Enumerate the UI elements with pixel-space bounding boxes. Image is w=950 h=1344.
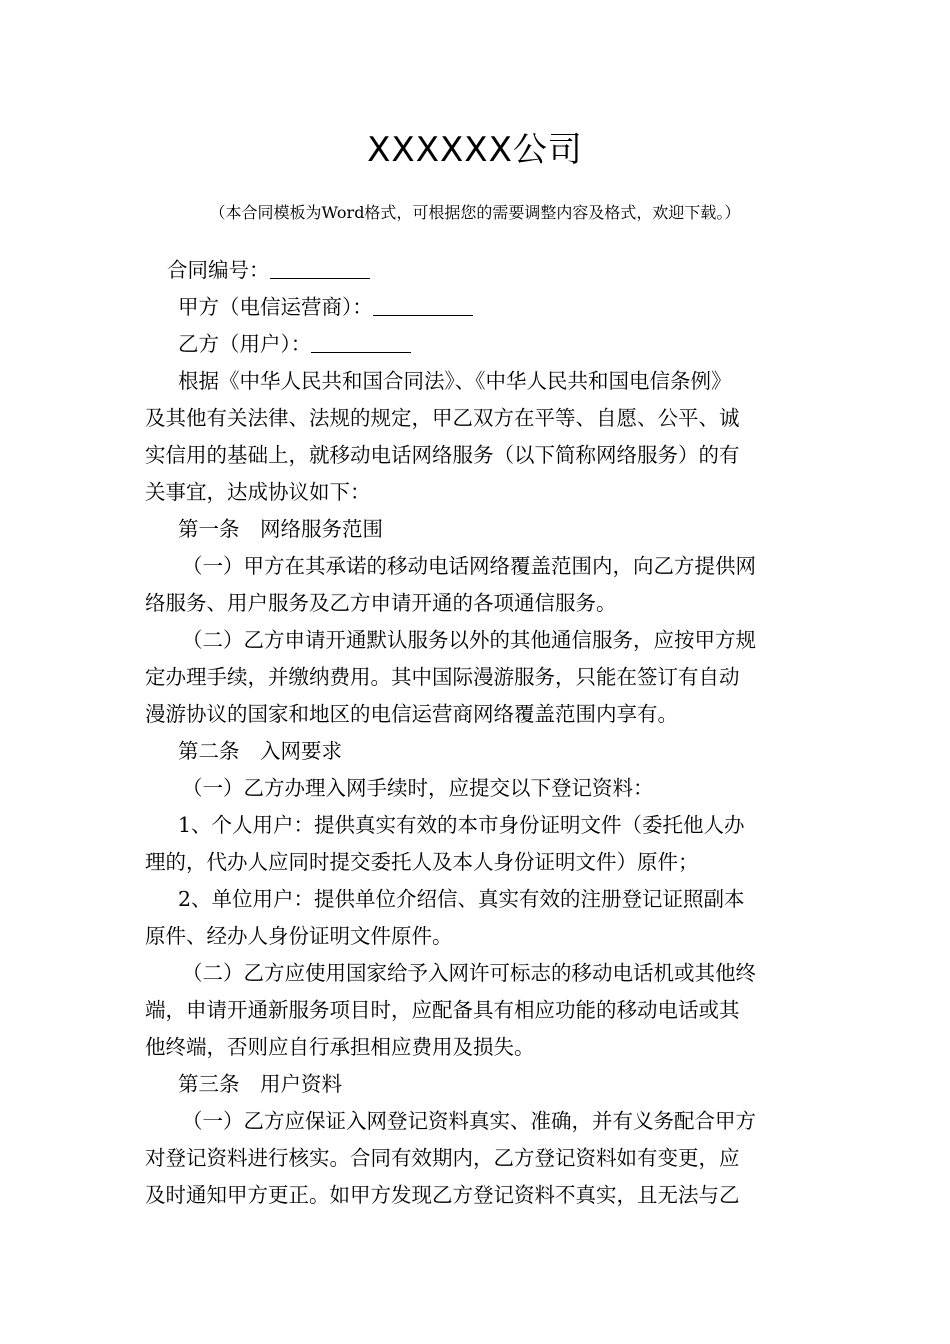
contract-number-field <box>145 252 805 289</box>
field-label: 合同编号： <box>167 258 270 282</box>
paragraph-line: 关事宜，达成协议如下： <box>145 480 371 504</box>
paragraph-line: 端，申请开通新服务项目时，应配备具有相应功能的移动电话或其 <box>145 998 740 1022</box>
paragraph-line: 理的，代办人应同时提交委托人及本人身份证明文件）原件； <box>145 850 699 874</box>
article-heading: 第三条 用户资料 <box>178 1072 342 1096</box>
paragraph-line: 漫游协议的国家和地区的电信运营商网络覆盖范围内享有。 <box>145 702 678 726</box>
paragraph-line: 定办理手续，并缴纳费用。其中国际漫游服务，只能在签订有自动 <box>145 665 740 689</box>
paragraph-line: 及其他有关法律、法规的规定，甲乙双方在平等、自愿、公平、诚 <box>145 406 740 430</box>
contract-number-blank <box>270 254 370 279</box>
paragraph-line: 他终端，否则应自行承担相应费用及损失。 <box>145 1035 535 1059</box>
paragraph-line: （二）乙方应使用国家给予入网许可标志的移动电话机或其他终 <box>182 961 756 985</box>
paragraph-line: 根据《中华人民共和国合同法》、《中华人民共和国电信条例》 <box>178 369 732 393</box>
party-b-blank <box>311 328 411 353</box>
party-a-blank <box>373 291 473 316</box>
party-a-field <box>145 289 805 326</box>
paragraph-line: 络服务、用户服务及乙方申请开通的各项通信服务。 <box>145 591 617 615</box>
paragraph-line: 原件、经办人身份证明文件原件。 <box>145 924 453 948</box>
paragraph-line: 对登记资料进行核实。合同有效期内，乙方登记资料如有变更，应 <box>145 1146 740 1170</box>
document-title: XXXXXX公司 <box>367 130 583 170</box>
paragraph-line: 及时通知甲方更正。如甲方发现乙方登记资料不真实，且无法与乙 <box>145 1183 740 1207</box>
article-heading: 第二条 入网要求 <box>178 739 342 763</box>
contract-body <box>145 252 805 1214</box>
party-b-field <box>145 326 805 363</box>
paragraph-line: 2、单位用户：提供单位介绍信、真实有效的注册登记证照副本 <box>178 887 745 911</box>
paragraph-line: （一）乙方应保证入网登记资料真实、准确，并有义务配合甲方 <box>182 1109 756 1133</box>
template-note: （本合同模板为Word格式，可根据您的需要调整内容及格式，欢迎下载。） <box>209 203 741 222</box>
paragraph-line: （一）乙方办理入网手续时，应提交以下登记资料： <box>182 776 654 800</box>
paragraph-line: 实信用的基础上，就移动电话网络服务（以下简称网络服务）的有 <box>145 443 740 467</box>
field-label: 甲方（电信运营商）： <box>178 295 373 319</box>
paragraph-line: （一）甲方在其承诺的移动电话网络覆盖范围内，向乙方提供网 <box>182 554 756 578</box>
paragraph-line: 1、个人用户：提供真实有效的本市身份证明文件（委托他人办 <box>178 813 745 837</box>
paragraph-line: （二）乙方申请开通默认服务以外的其他通信服务，应按甲方规 <box>182 628 756 652</box>
article-heading: 第一条 网络服务范围 <box>178 517 383 541</box>
field-label: 乙方（用户）： <box>178 332 312 356</box>
